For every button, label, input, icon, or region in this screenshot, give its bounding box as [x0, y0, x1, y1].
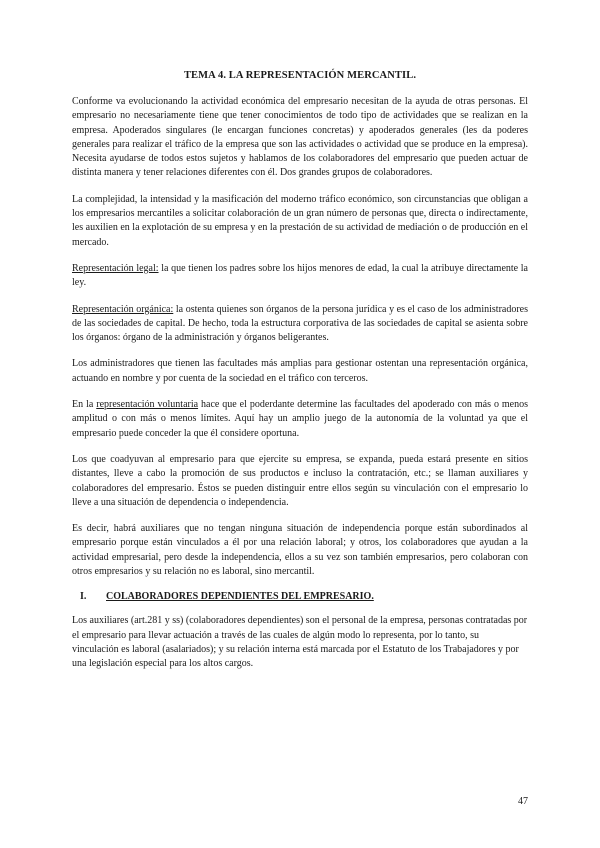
organic-representation-text: la ostenta quienes son órganos de la persona jurídica y es el caso de los administradores de las sociedades de capital. De hecho, toda la estructura corporativa de las sociedades de capital se asienta sobre los órganos: órgano de la administración y órganos beligerantes.: [72, 303, 528, 344]
paragraph-dependence: Es decir, habrá auxiliares que no tengan ninguna situación de independencia porque están subordinados al empresario porque están vinculados a él por una relación laboral; y otros, los colaboradores que ayudan a la actividad empresarial, pero desde la independencia, ellos a su vez son también empresarios, pero colaboran con otros empresarios y su relación no es laboral, sino mercantil.: [72, 523, 528, 578]
page-number: 47: [518, 796, 528, 807]
section-heading: [72, 591, 528, 602]
paragraph-dependent-collaborators: Los auxiliares (art.281 y ss) (colaboradores dependientes) son el personal de la empresa, personas contratadas por el empresario para llevar actuación a través de las cuales de algún modo lo representa, por lo tanto, su vinculación es laboral (asalariados); y su relación interna está marcada por el Estatuto de los Trabajadores y por una legislación especial para los altos cargos.: [72, 615, 528, 670]
term-organic-representation: Representación orgánica:: [72, 303, 174, 315]
page-title: TEMA 4. LA REPRESENTACIÓN MERCANTIL.: [183, 70, 417, 81]
paragraph-1: Conforme va evolucionando la actividad económica del empresario necesitan de la ayuda de otras personas. El empresario no necesariamente tiene que tener conocimientos de todo tipo de actividades que se realizan en la empresa. Apoderados singulares (le encargan funciones concretas) y apoderados generales (les da poderes generales para realizar el tráfico de la empresa que son las actividades o actividad que se produce en la empresa). Necesita ayudarse de todos estos sujetos y hablamos de los colaboradores del empresario que pueden actuar de distinta manera y tener relaciones diferentes con él. Dos grandes grupos de colaboradores.: [72, 96, 528, 179]
paragraph-auxiliaries: Los que coadyuvan al empresario para que ejercite su empresa, se expanda, pueda estará presente en sitios distantes, lleve a cabo la promoción de sus productos e incluso la contratación, etc.; se llaman auxiliares y colaboradores del empresario. Éstos se pueden distinguir entre ellos según su vinculación con el empresario lo lleve a una situación de dependencia o independencia.: [72, 453, 528, 508]
paragraph-2: La complejidad, la intensidad y la masificación del moderno tráfico económico, son circunstancias que obligan a los empresarios mercantiles a solicitar colaboración de un gran número de personas que, directa o indirectamente, les auxilien en la explotación de su empresa y en la prestación de su actividad de mediación o de producción en el mercado.: [72, 193, 528, 248]
paragraph-organic-representation: [72, 303, 528, 346]
paragraph-legal-representation: [72, 262, 528, 291]
section-title: COLABORADORES DEPENDIENTES DEL EMPRESARIO.: [106, 591, 374, 603]
legal-representation-text: la que tienen los padres sobre los hijos menores de edad, la cual la atribuye directamente la ley.: [72, 262, 528, 289]
paragraph-voluntary-representation: [72, 398, 528, 441]
voluntary-prefix: En la: [72, 399, 97, 411]
document-page: [72, 70, 528, 684]
section-number: I.: [80, 591, 87, 603]
term-legal-representation: Representación legal:: [72, 262, 159, 274]
term-voluntary-representation: representación voluntaria: [96, 399, 199, 411]
voluntary-representation-text: hace que el poderdante determine las facultades del apoderado con más o menos amplitud o con más o menos límites. Aquí hay un amplio juego de la autonomía de la voluntad ya que el empresario puede conceder la que él considere oportuna.: [72, 399, 529, 439]
paragraph-administrators: Los administradores que tienen las facultades más amplias para gestionar ostentan una representación orgánica, actuando en nombre y por cuenta de la sociedad en el tráfico con terceros.: [72, 358, 528, 384]
